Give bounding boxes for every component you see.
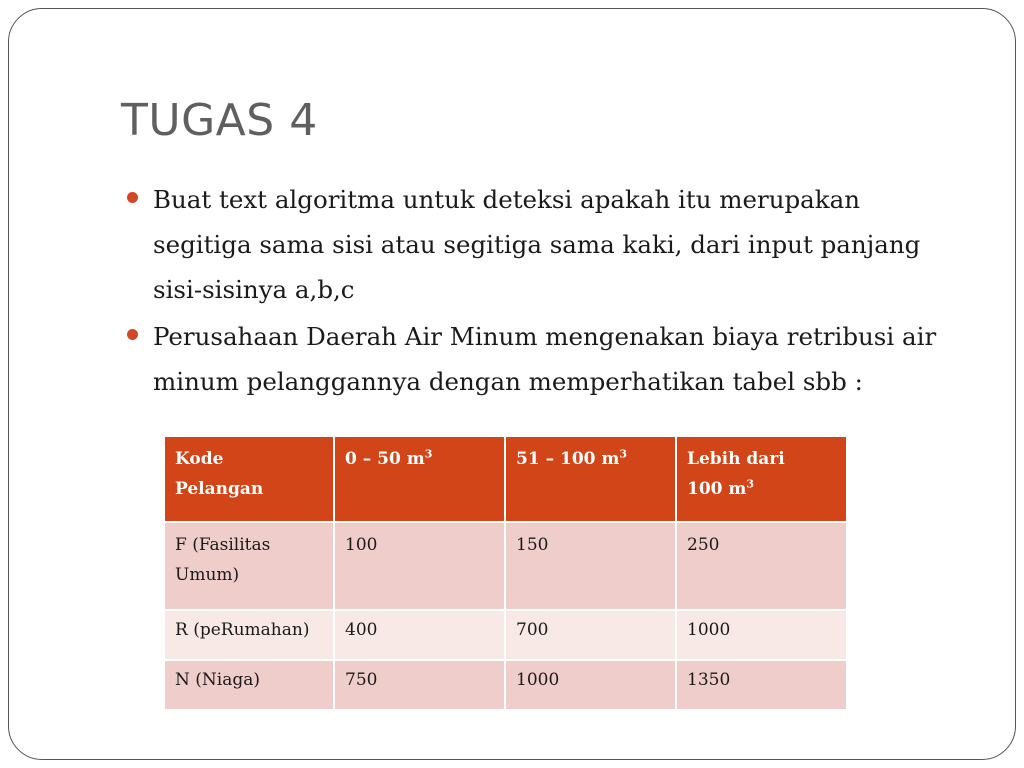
- header-sup: 3: [424, 447, 433, 461]
- slide: [8, 8, 1016, 760]
- table-cell: 100: [334, 522, 505, 610]
- table-cell: 250: [676, 522, 847, 610]
- bullet-dot-icon: [127, 192, 138, 203]
- table-cell: 750: [334, 660, 505, 710]
- bullet-text-2: Perusahaan Daerah Air Minum mengenakan biaya retribusi air minum pelanggannya dengan memperhatikan tabel sbb :: [153, 322, 937, 396]
- header-line: Pelangan: [175, 479, 264, 499]
- table-cell: N (Niaga): [164, 660, 334, 710]
- table-row: [164, 522, 847, 610]
- table-cell: 1000: [505, 660, 676, 710]
- header-line: Lebih dari: [687, 449, 785, 469]
- slide-title: TUGAS 4: [121, 95, 318, 146]
- header-line: Kode: [175, 449, 224, 469]
- table-header-row: [164, 436, 847, 522]
- header-sup: 3: [746, 477, 755, 491]
- table-cell: 150: [505, 522, 676, 610]
- header-51-100: [505, 436, 676, 522]
- header-line: 0 – 50 m: [345, 449, 425, 469]
- header-line: 51 – 100 m: [516, 449, 620, 469]
- table-cell: 1350: [676, 660, 847, 710]
- header-sup: 3: [619, 447, 628, 461]
- header-lebih-dari-100: [676, 436, 847, 522]
- table-cell: 400: [334, 610, 505, 660]
- tariff-table: [163, 435, 848, 711]
- table-cell: R (peRumahan): [164, 610, 334, 660]
- bullet-item-2: [121, 314, 961, 404]
- header-line: 100 m: [687, 479, 747, 499]
- table-cell: F (Fasilitas Umum): [164, 522, 334, 610]
- table-cell: 1000: [676, 610, 847, 660]
- table-cell: 700: [505, 610, 676, 660]
- bullet-dot-icon: [127, 329, 138, 340]
- table-row: [164, 610, 847, 660]
- table-row: [164, 660, 847, 710]
- bullet-text-1: Buat text algoritma untuk deteksi apakah itu merupakan segitiga sama sisi atau segitiga sama kaki, dari input panjang sisi-sisinya a,b,c: [153, 185, 921, 304]
- header-0-50: [334, 436, 505, 522]
- bullet-item-1: [121, 177, 961, 312]
- bullet-list: [121, 177, 961, 406]
- header-kode-pelangan: [164, 436, 334, 522]
